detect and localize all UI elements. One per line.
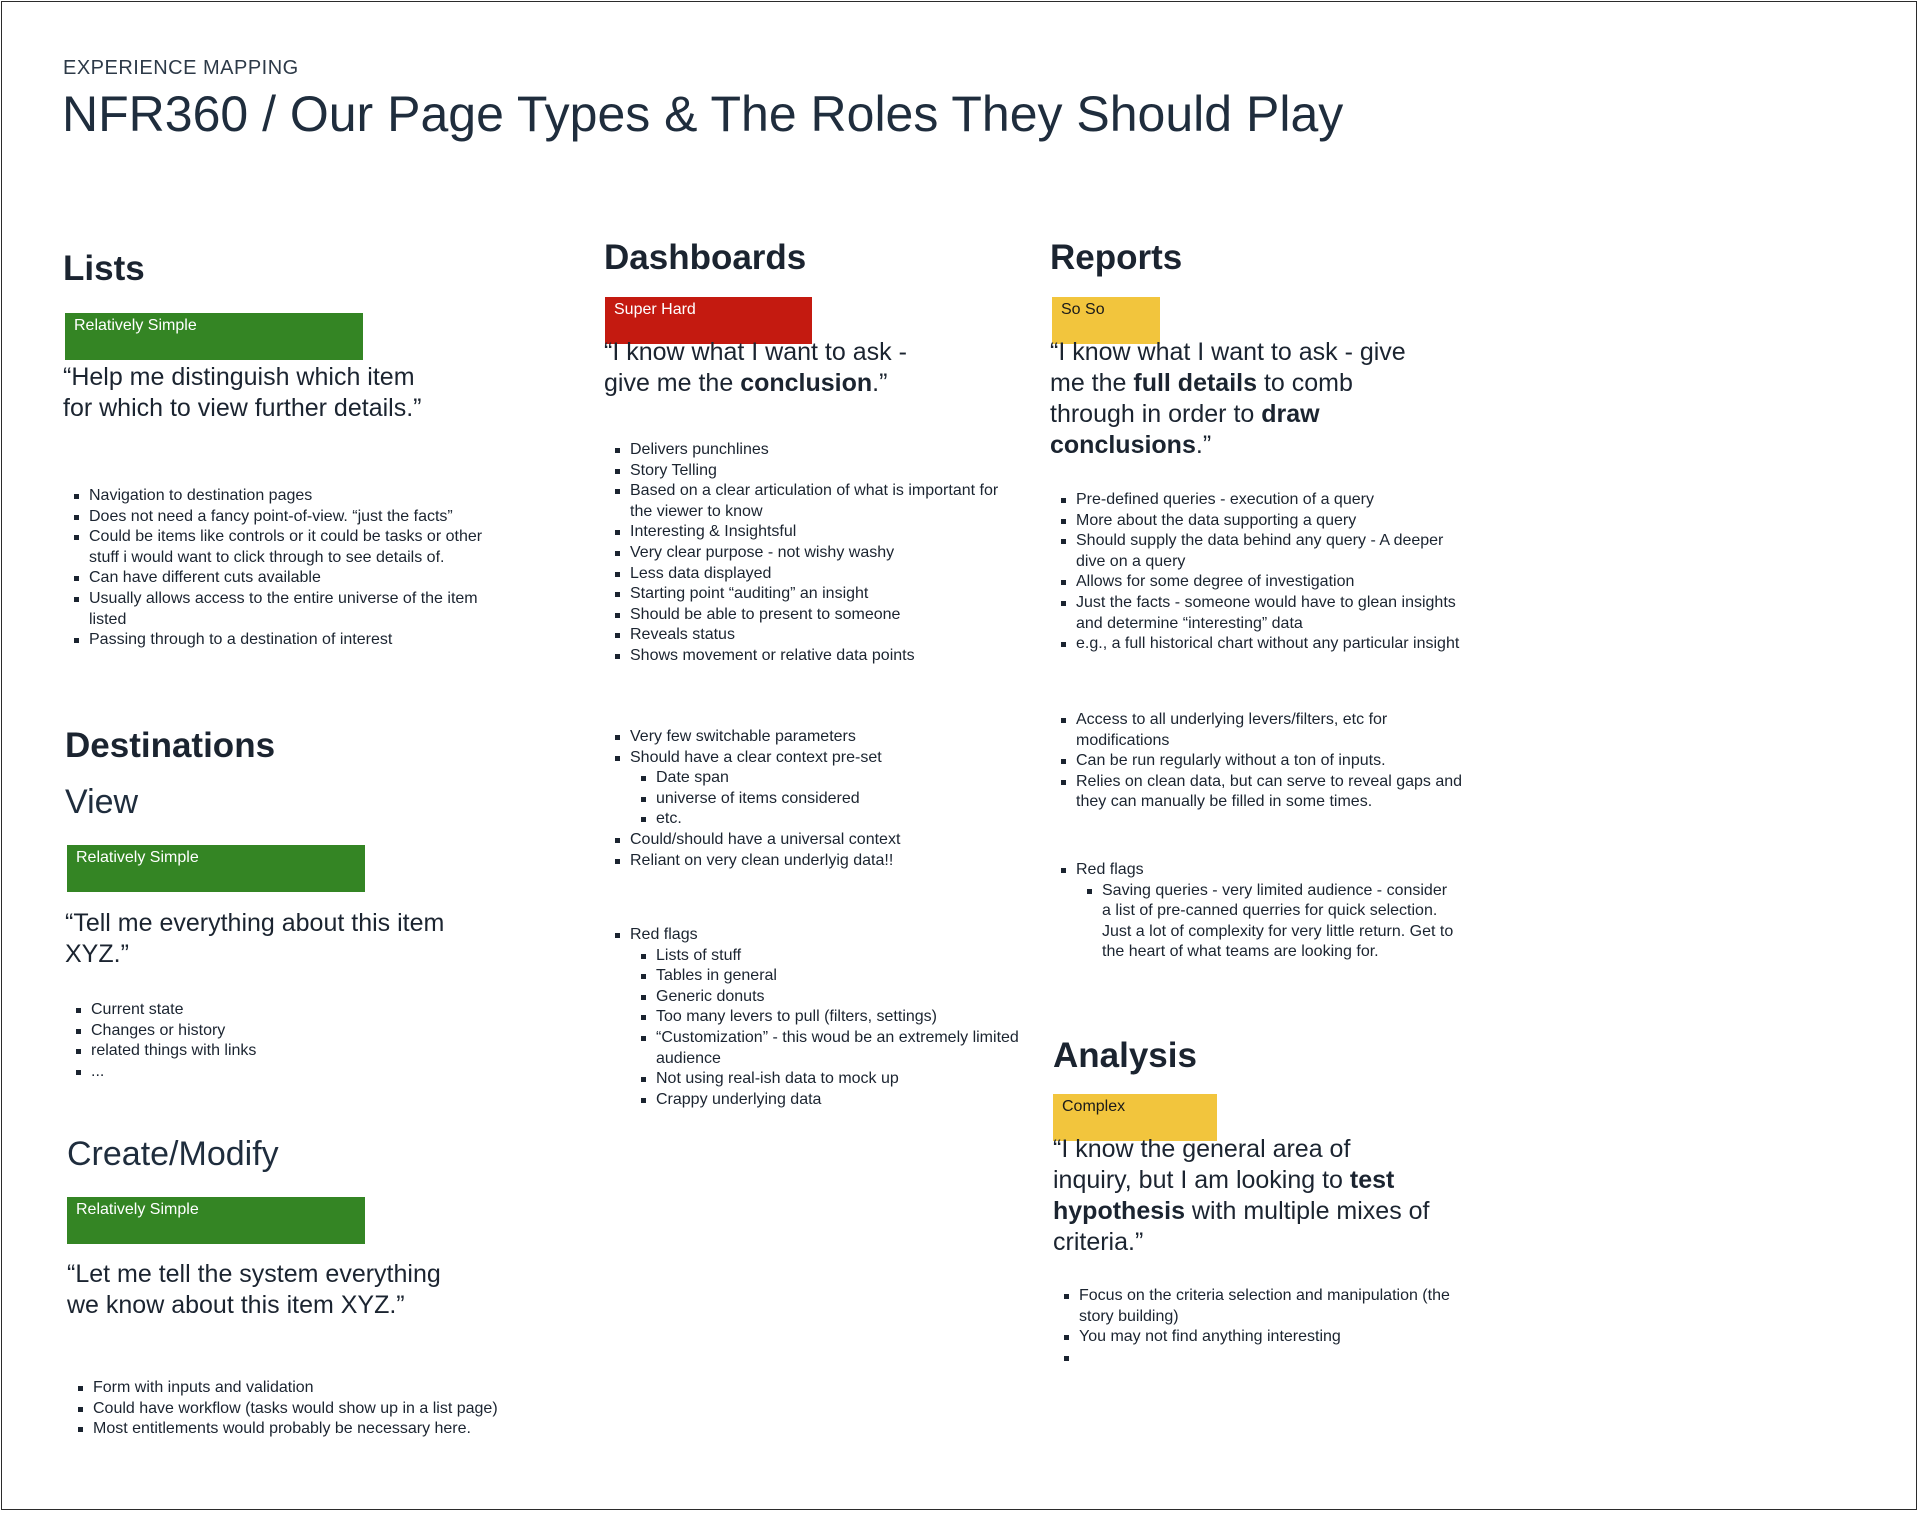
list-item: Date span bbox=[656, 768, 1024, 789]
list-item: related things with links bbox=[91, 1041, 505, 1062]
reports-complexity-badge: So So bbox=[1052, 297, 1160, 344]
list-item: You may not find anything interesting bbox=[1079, 1327, 1473, 1348]
dashboards-complexity-badge: Super Hard bbox=[605, 297, 812, 344]
list-item: Relies on clean data, but can serve to reveal gaps and they can manually be filled in some times. bbox=[1076, 772, 1470, 813]
view-bullets bbox=[65, 1000, 505, 1082]
view-complexity-badge: Relatively Simple bbox=[67, 845, 365, 892]
dashboards-parameters bbox=[604, 727, 1024, 871]
lists-quote: “Help me distinguish which item for which to view further details.” bbox=[63, 363, 422, 422]
page-title: NFR360 / Our Page Types & The Roles They Should Play bbox=[62, 86, 1344, 142]
list-item: Should have a clear context pre-set Date span universe of items considered etc. bbox=[630, 748, 1024, 830]
list-item: More about the data supporting a query bbox=[1076, 511, 1470, 532]
view-heading: View bbox=[65, 783, 139, 821]
list-item: Navigation to destination pages bbox=[89, 486, 503, 507]
list-item: Access to all underlying levers/filters, etc for modifications bbox=[1076, 710, 1470, 751]
list-item bbox=[1079, 1348, 1473, 1369]
list-item: Delivers punchlines bbox=[630, 440, 1004, 461]
list-item: Tables in general bbox=[656, 966, 1024, 987]
list-item: Not using real-ish data to mock up bbox=[656, 1069, 1024, 1090]
dashboards-red-flags bbox=[604, 925, 1024, 1110]
list-item: Lists of stuff bbox=[656, 946, 1024, 967]
list-item: universe of items considered bbox=[656, 789, 1024, 810]
reports-quote: “I know what I want to ask - give me the full details to comb through in order to draw conclusions.” bbox=[1050, 338, 1406, 459]
list-item: Pre-defined queries - execution of a query bbox=[1076, 490, 1470, 511]
analysis-quote: “I know the general area of inquiry, but I am looking to test hypothesis with multiple mixes of criteria.” bbox=[1053, 1135, 1430, 1256]
list-item: Changes or history bbox=[91, 1021, 505, 1042]
list-item: Less data displayed bbox=[630, 564, 1004, 585]
list-item: Too many levers to pull (filters, settings) bbox=[656, 1007, 1024, 1028]
lists-bullets bbox=[63, 486, 503, 651]
list-item: Focus on the criteria selection and manipulation (the story building) bbox=[1079, 1286, 1473, 1327]
list-item: Red flags Saving queries - very limited audience - consider a list of pre-canned querries for quick selection. Just a lot of complexity for very little return. Get to the heart of what teams are looking for. bbox=[1076, 860, 1460, 963]
list-item: Shows movement or relative data points bbox=[630, 646, 1004, 667]
list-item: Starting point “auditing” an insight bbox=[630, 584, 1004, 605]
list-item: Reliant on very clean underlyig data!! bbox=[630, 851, 1024, 872]
list-item: Can have different cuts available bbox=[89, 568, 503, 589]
reports-access-bullets bbox=[1050, 710, 1470, 813]
list-item: Most entitlements would probably be necessary here. bbox=[93, 1419, 517, 1440]
list-item: Usually allows access to the entire universe of the item listed bbox=[89, 589, 503, 630]
list-item: Could be items like controls or it could be tasks or other stuff i would want to click through to see details of. bbox=[89, 527, 503, 568]
list-item: Interesting & Insightsful bbox=[630, 522, 1004, 543]
list-item: etc. bbox=[656, 809, 1024, 830]
list-item: Should supply the data behind any query - A deeper dive on a query bbox=[1076, 531, 1470, 572]
list-item: Very few switchable parameters bbox=[630, 727, 1024, 748]
list-item: ... bbox=[91, 1062, 505, 1083]
create-bullets bbox=[67, 1378, 517, 1440]
list-item: Saving queries - very limited audience - consider a list of pre-canned querries for quick selection. Just a lot of complexity for very little return. Get to the heart of what teams are looking for. bbox=[1102, 881, 1460, 963]
list-item: “Customization” - this woud be an extremely limited audience bbox=[656, 1028, 1024, 1069]
list-item: Based on a clear articulation of what is important for the viewer to know bbox=[630, 481, 1004, 522]
analysis-heading: Analysis bbox=[1053, 1036, 1197, 1075]
list-item: Allows for some degree of investigation bbox=[1076, 572, 1470, 593]
list-item: Very clear purpose - not wishy washy bbox=[630, 543, 1004, 564]
list-item: Red flags Lists of stuff Tables in general Generic donuts Too many levers to pull (filters, settings) “Customization” - this woud be an extremely limited audience Not using real-ish data to mock up Crappy underlying data bbox=[630, 925, 1024, 1110]
list-item: Does not need a fancy point-of-view. “just the facts” bbox=[89, 507, 503, 528]
list-item: Reveals status bbox=[630, 625, 1004, 646]
eyebrow-label: EXPERIENCE MAPPING bbox=[63, 57, 299, 79]
lists-complexity-badge: Relatively Simple bbox=[65, 313, 363, 360]
list-item: Just the facts - someone would have to glean insights and determine “interesting” data bbox=[1076, 593, 1470, 634]
list-item: Form with inputs and validation bbox=[93, 1378, 517, 1399]
destinations-heading: Destinations bbox=[65, 726, 276, 765]
reports-heading: Reports bbox=[1050, 238, 1183, 277]
create-quote: “Let me tell the system everything we know about this item XYZ.” bbox=[67, 1260, 441, 1319]
dashboards-quote: “I know what I want to ask - give me the conclusion.” bbox=[604, 338, 907, 397]
create-complexity-badge: Relatively Simple bbox=[67, 1197, 365, 1244]
list-item: Current state bbox=[91, 1000, 505, 1021]
list-item: e.g., a full historical chart without any particular insight bbox=[1076, 634, 1470, 655]
reports-red-flags bbox=[1050, 860, 1460, 963]
dashboards-heading: Dashboards bbox=[604, 238, 807, 277]
list-item: Should be able to present to someone bbox=[630, 605, 1004, 626]
list-item: Crappy underlying data bbox=[656, 1090, 1024, 1111]
reports-bullets bbox=[1050, 490, 1470, 655]
list-item: Story Telling bbox=[630, 461, 1004, 482]
list-item: Generic donuts bbox=[656, 987, 1024, 1008]
create-modify-heading: Create/Modify bbox=[67, 1135, 279, 1173]
list-item: Could have workflow (tasks would show up in a list page) bbox=[93, 1399, 517, 1420]
analysis-bullets bbox=[1053, 1286, 1473, 1368]
list-item: Passing through to a destination of interest bbox=[89, 630, 503, 651]
lists-heading: Lists bbox=[63, 249, 145, 288]
dashboards-bullets bbox=[604, 440, 1004, 667]
list-item: Can be run regularly without a ton of inputs. bbox=[1076, 751, 1470, 772]
list-item: Could/should have a universal context bbox=[630, 830, 1024, 851]
view-quote: “Tell me everything about this item XYZ.” bbox=[65, 909, 445, 968]
analysis-complexity-badge: Complex bbox=[1053, 1094, 1217, 1141]
